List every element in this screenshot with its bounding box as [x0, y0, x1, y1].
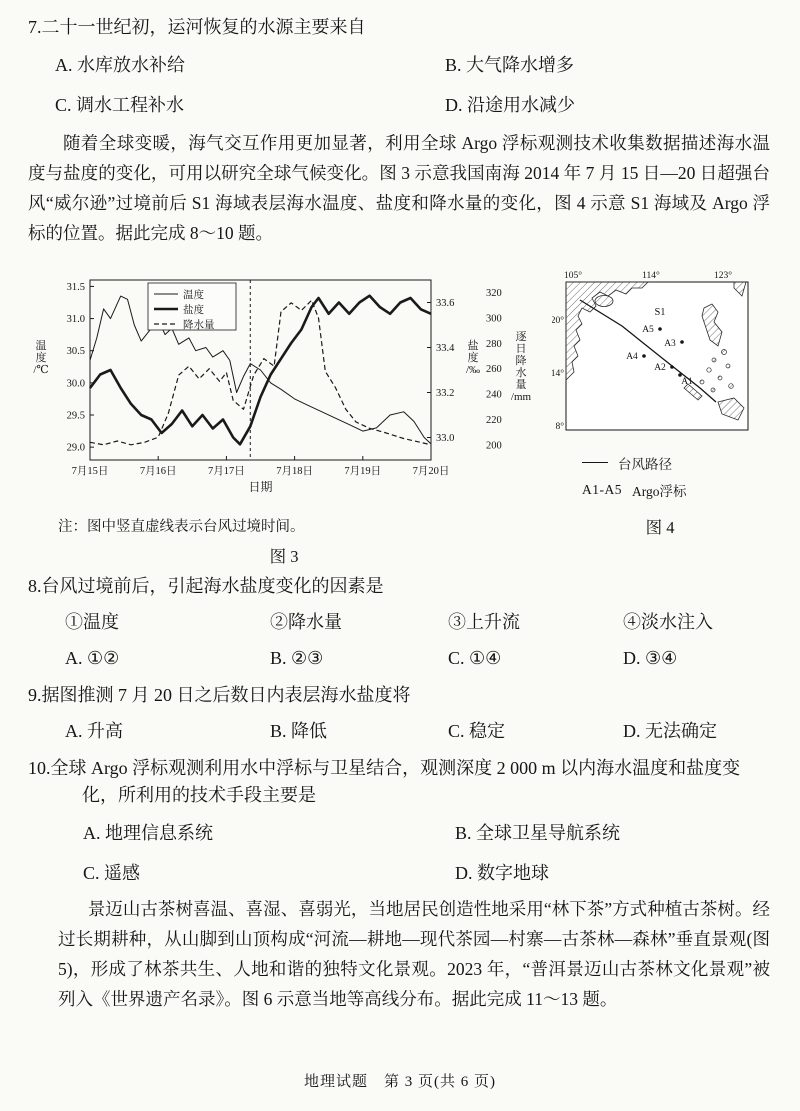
svg-text:7月20日: 7月20日	[412, 465, 450, 477]
svg-text:7月19日: 7月19日	[344, 465, 382, 477]
figure4-caption: 图 4	[645, 517, 675, 537]
argo-float-label-a1: A1	[681, 376, 693, 387]
passage-argo: 随着全球变暖，海气交互作用更加显著，利用全球 Argo 浮标观测技术收集数据描述海水温度与盐度的变化，可用以研究全球气候变化。图 3 示意我国南海 2014 年 7 月 15 日—20 日超强台风“威尔逊”过境前后 S1 海域表层海水温度、盐度和降水量的变化，图 4 示意 S1 海域及 Argo 浮标的位置。据此完成 8～10 题。	[28, 133, 770, 243]
q10-option-c: C. 遥感	[83, 862, 141, 883]
argo-float-label-a2: A2	[654, 362, 666, 373]
figure3-chart	[28, 266, 533, 510]
question-7	[28, 14, 770, 119]
q8-item-4: ④淡水注入	[623, 611, 713, 632]
svg-text:盐度: 盐度	[183, 304, 204, 316]
svg-text:温度: 温度	[183, 289, 204, 301]
q8-option-c: C. ①④	[448, 647, 502, 668]
svg-text:31.5: 31.5	[66, 281, 85, 293]
figures-row	[28, 266, 770, 567]
svg-text:33.4: 33.4	[436, 342, 455, 354]
svg-text:240: 240	[486, 389, 502, 401]
question-7-stem: 7.二十一世纪初，运河恢复的水源主要来自	[28, 17, 366, 37]
svg-text:降水量: 降水量	[183, 319, 215, 331]
argo-float-dot-a3	[680, 340, 684, 344]
svg-text:7月18日: 7月18日	[276, 465, 313, 477]
q7-option-a: A. 水库放水补给	[55, 55, 185, 75]
lon-label-123: 123°	[713, 270, 733, 281]
figure4-map	[552, 268, 762, 438]
svg-text:320: 320	[486, 287, 502, 299]
svg-text:33.6: 33.6	[436, 297, 455, 309]
svg-text:200: 200	[486, 439, 502, 451]
lon-label-105: 105°	[563, 270, 583, 281]
svg-text:29.0: 29.0	[66, 442, 85, 454]
svg-text:300: 300	[486, 313, 502, 325]
svg-text:30.0: 30.0	[66, 377, 85, 389]
q8-item-3: ③上升流	[448, 611, 520, 632]
question-7-options	[28, 52, 770, 119]
q9-option-b: B. 降低	[270, 720, 328, 741]
q10-option-d: D. 数字地球	[455, 862, 549, 883]
argo-float-range: A1-A5	[582, 481, 622, 497]
q9-option-d: D. 无法确定	[623, 720, 717, 741]
page-footer: 地理试题 第 3 页(共 6 页)	[304, 1074, 496, 1090]
q8-item-1: ①温度	[65, 611, 119, 632]
figure-4	[552, 266, 768, 567]
argo-float-dot-a2	[670, 365, 674, 369]
q10-option-a: A. 地理信息系统	[83, 822, 213, 843]
legend-typhoon-path	[582, 453, 768, 473]
argo-float-dot-a5	[658, 327, 662, 331]
svg-text:7月15日: 7月15日	[71, 465, 109, 477]
q7-option-d: D. 沿途用水减少	[445, 95, 575, 115]
svg-text:31.0: 31.0	[66, 313, 85, 325]
lat-label-14: 14°	[552, 368, 564, 379]
q10-option-b: B. 全球卫星导航系统	[455, 822, 621, 843]
question-8	[28, 573, 770, 672]
svg-text:逐日降水量/mm: 逐日降水量/mm	[510, 330, 532, 403]
q8-item-2: ②降水量	[270, 611, 342, 632]
q8-option-d: D. ③④	[623, 647, 678, 668]
hainan-island	[595, 295, 613, 306]
argo-float-legend-label: Argo浮标	[632, 483, 687, 499]
svg-text:7月17日: 7月17日	[208, 465, 245, 477]
svg-text:220: 220	[486, 414, 502, 426]
q9-option-a: A. 升高	[65, 720, 123, 741]
argo-float-dot-a4	[642, 354, 646, 358]
figure4-legend	[552, 453, 768, 500]
q7-option-c: C. 调水工程补水	[55, 95, 185, 115]
svg-text:日期: 日期	[248, 479, 273, 494]
q7-option-b: B. 大气降水增多	[445, 55, 575, 75]
lat-label-8: 8°	[555, 421, 564, 432]
svg-text:29.5: 29.5	[66, 410, 85, 421]
argo-float-label-a3: A3	[664, 338, 676, 349]
svg-text:温度/℃: 温度/℃	[33, 339, 49, 376]
lat-label-20: 20°	[552, 315, 564, 326]
question-8-options	[28, 645, 770, 672]
question-10-stem: 10.全球 Argo 浮标观测利用水中浮标与卫星结合，观测深度 2 000 m 以内海水温度和盐度变化，所利用的技术手段主要是	[28, 757, 741, 805]
question-8-stem: 8.台风过境前后，引起海水盐度变化的因素是	[28, 575, 384, 596]
question-10	[28, 755, 770, 887]
question-8-items	[28, 609, 770, 636]
legend-argo-floats	[582, 480, 768, 500]
passage-tea: 景迈山古茶树喜温、喜湿、喜弱光，当地居民创造性地采用“林下茶”方式种植古茶树。经过长期耕种，从山脚到山顶构成“河流—耕地—现代茶园—村寨—古茶林—森林”垂直景观(图 5)，形成了林茶共生、人地和谐的独特文化景观。2023 年，“普洱景迈山古茶林文化景观”被列入《世界遗产名录》。图 6 示意当地等高线分布。据此完成 11～13 题。	[58, 898, 770, 1009]
svg-text:260: 260	[486, 363, 502, 375]
svg-text:30.5: 30.5	[66, 345, 85, 357]
argo-float-label-a4: A4	[626, 351, 638, 362]
sea-area-label-s1: S1	[654, 306, 666, 318]
svg-text:盐度/‰: 盐度/‰	[465, 339, 481, 376]
typhoon-path-line-symbol	[582, 462, 608, 463]
figure3-note: 注：图中竖直虚线表示台风过境时间。	[58, 518, 305, 535]
svg-text:33.2: 33.2	[436, 387, 455, 399]
svg-text:7月16日: 7月16日	[139, 465, 177, 477]
q9-option-c: C. 稳定	[448, 720, 506, 741]
argo-float-label-a5: A5	[642, 324, 654, 335]
q8-option-a: A. ①②	[65, 647, 120, 668]
question-9	[28, 682, 770, 745]
figure3-caption: 图 3	[269, 546, 299, 566]
figure-3	[28, 266, 540, 567]
question-9-options	[28, 718, 770, 745]
typhoon-path-label: 台风路径	[618, 456, 672, 472]
svg-text:280: 280	[486, 338, 502, 350]
lon-label-114: 114°	[642, 270, 660, 281]
question-9-stem: 9.据图推测 7 月 20 日之后数日内表层海水盐度将	[28, 684, 411, 705]
question-10-options	[28, 820, 770, 887]
q8-option-b: B. ②③	[270, 647, 324, 668]
svg-text:33.0: 33.0	[436, 432, 455, 444]
